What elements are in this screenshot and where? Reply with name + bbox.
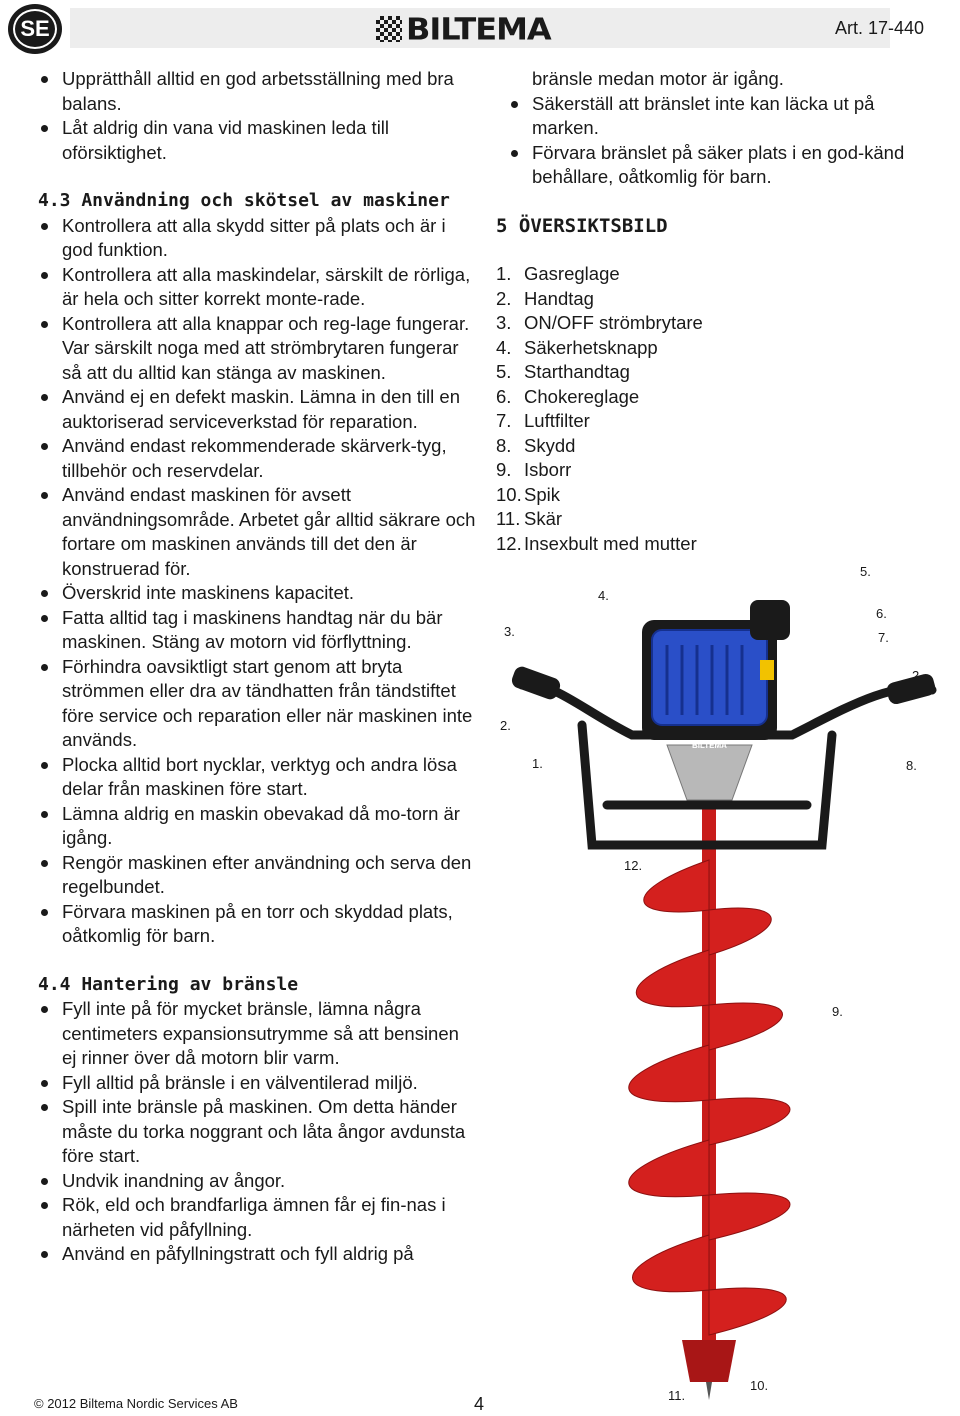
part-item <box>496 360 936 385</box>
part-label: Luftfilter <box>524 410 590 431</box>
list-item: Spill inte bränsle på maskinen. Om detta händer måste du torka noggrant och låta ångor avdunsta före start. <box>38 1095 478 1169</box>
list-item: Lämna aldrig en maskin obevakad då mo-torn är igång. <box>38 802 478 851</box>
gearbox <box>667 745 752 800</box>
callout-12: 12. <box>624 858 643 873</box>
part-label: Chokereglage <box>524 385 640 407</box>
list-item: Använd ej en defekt maskin. Lämna in den till en auktoriserad serviceverkstad för reparation. <box>38 385 478 434</box>
part-number: 8. <box>496 434 512 456</box>
part-number: 2. <box>496 287 512 309</box>
list-item: Upprätthåll alltid en god arbetsställning med bra balans. <box>38 67 478 116</box>
callout-2-left: 2. <box>500 718 511 733</box>
part-label: Skär <box>524 508 563 529</box>
right-grip <box>885 672 937 706</box>
list-item: Kontrollera att alla skydd sitter på plats och är i god funktion. <box>38 214 478 263</box>
part-number: 1. <box>496 263 512 284</box>
copyright: © 2012 Biltema Nordic Services AB <box>34 1396 238 1411</box>
callout-2-right: 2. <box>912 668 923 683</box>
brand-logo <box>376 12 551 46</box>
part-number: 7. <box>496 410 512 431</box>
list-item: Plocka alltid bort nycklar, verktyg och andra lösa delar från maskinen före start. <box>38 753 478 802</box>
page-number: 4 <box>474 1394 485 1414</box>
part-item <box>496 311 936 336</box>
ice-auger-illustration <box>492 560 952 1410</box>
checkered-flag-icon <box>376 16 402 42</box>
list-item: Kontrollera att alla maskindelar, särskilt de rörliga, är hela och sitter korrekt monte-rade. <box>38 263 478 312</box>
callout-9: 9. <box>832 1004 843 1019</box>
left-grip <box>510 664 563 701</box>
section-heading-4-3: 4.3 Användning och skötsel av maskiner <box>38 190 450 211</box>
list-item: Kontrollera att alla knappar och reg-lage fungerar. Var särskilt noga med att strömbrytaren fungerar så att du alltid kan stänga av maskinen. <box>38 312 478 386</box>
right-column <box>496 67 936 556</box>
parts-list <box>496 262 936 556</box>
part-number: 10. <box>496 483 522 505</box>
list-item: Undvik inandning av ångor. <box>38 1169 478 1194</box>
fuel-list-continued <box>496 92 936 190</box>
list-item: Rök, eld och brandfarliga ämnen får ej fin-nas i närheten vid påfyllning. <box>38 1193 478 1242</box>
list-item: Förvara maskinen på en torr och skyddad plats, oåtkomlig för barn. <box>38 900 478 949</box>
section-heading-4-4: 4.4 Hantering av bränsle <box>38 973 299 995</box>
list-item: Överskrid inte maskinens kapacitet. <box>38 581 478 606</box>
part-item <box>496 483 936 508</box>
part-item <box>496 262 936 287</box>
section-heading-5: 5 ÖVERSIKTSBILD <box>496 214 668 237</box>
part-item <box>496 507 936 532</box>
part-label: Säkerhetsknapp <box>524 336 658 358</box>
list-item: Fyll alltid på bränsle i en välventilerad miljö. <box>38 1071 478 1096</box>
part-number: 9. <box>496 459 512 480</box>
part-item <box>496 434 936 459</box>
starter-handle <box>750 600 790 640</box>
part-number: 5. <box>496 361 512 382</box>
callout-6: 6. <box>876 606 887 621</box>
part-number: 4. <box>496 336 512 358</box>
part-item <box>496 336 936 361</box>
section-4-3-list <box>38 214 478 949</box>
part-number: 6. <box>496 385 512 407</box>
part-item <box>496 458 936 483</box>
spike <box>706 1382 712 1400</box>
list-item: Använd endast rekommenderade skärverk-tyg, tillbehör och reservdelar. <box>38 434 478 483</box>
part-label: ON/OFF strömbrytare <box>524 312 703 333</box>
part-label: Gasreglage <box>524 263 620 284</box>
callout-1: 1. <box>532 756 543 771</box>
list-item: Rengör maskinen efter användning och serva den regelbundet. <box>38 851 478 900</box>
part-item <box>496 287 936 312</box>
list-item: Fyll inte på för mycket bränsle, lämna några centimeters expansionsutrymme så att bensinen ej rinner över då motorn blir varm. <box>38 997 478 1071</box>
auger-flights <box>629 860 790 1335</box>
intro-list <box>38 67 478 165</box>
part-number: 11. <box>496 508 521 529</box>
part-item <box>496 409 936 434</box>
left-column <box>38 67 478 1267</box>
part-label: Handtag <box>524 287 594 309</box>
list-item: Förhindra oavsiktligt start genom att bryta strömmen eller dra av tändhatten från tändstiftet före service och reparation eller när maskinen inte används. <box>38 655 478 753</box>
language-badge <box>8 4 62 54</box>
part-number: 3. <box>496 312 512 333</box>
callout-7: 7. <box>878 630 889 645</box>
list-item: Säkerställ att bränslet inte kan läcka ut på marken. <box>508 92 936 141</box>
list-item: Fatta alltid tag i maskinens handtag när du bär maskinen. Stäng av motorn vid förflyttning. <box>38 606 478 655</box>
list-item: Använd endast maskinen för avsett användningsområde. Arbetet går alltid säkrare och fortare om maskinen används till det den är konstruerad för. <box>38 483 478 581</box>
part-label: Insexbult med mutter <box>524 532 697 554</box>
part-label: Skydd <box>524 434 576 456</box>
continued-text: bränsle medan motor är igång. <box>532 68 784 89</box>
part-label: Spik <box>524 483 560 505</box>
cutter-head <box>682 1340 736 1382</box>
ice-auger-drawing <box>492 560 952 1410</box>
engine-brand-label: BILTEMA <box>692 741 727 750</box>
callout-5: 5. <box>860 564 871 579</box>
engine-cover <box>652 630 767 725</box>
page-header <box>0 0 960 58</box>
section-4-4-list <box>38 997 478 1267</box>
part-label: Isborr <box>524 459 572 480</box>
brand-name: BILTEMA <box>406 10 551 48</box>
callout-10: 10. <box>750 1378 769 1393</box>
list-item: Förvara bränslet på säker plats i en god-känd behållare, oåtkomlig för barn. <box>508 141 936 190</box>
part-label: Starthandtag <box>524 361 630 382</box>
part-item <box>496 532 936 557</box>
article-number: Art. 17-440 <box>834 18 924 38</box>
list-item: Låt aldrig din vana vid maskinen leda till oförsiktighet. <box>38 116 478 165</box>
part-number: 12. <box>496 532 522 554</box>
language-code: SE <box>13 9 57 49</box>
callout-4: 4. <box>598 588 609 603</box>
part-item <box>496 385 936 410</box>
callout-8: 8. <box>906 758 917 773</box>
list-item: Använd en påfyllningstratt och fyll aldrig på <box>38 1242 478 1267</box>
warning-label <box>760 660 774 680</box>
callout-3: 3. <box>504 624 515 639</box>
callout-11: 11. <box>668 1388 686 1403</box>
